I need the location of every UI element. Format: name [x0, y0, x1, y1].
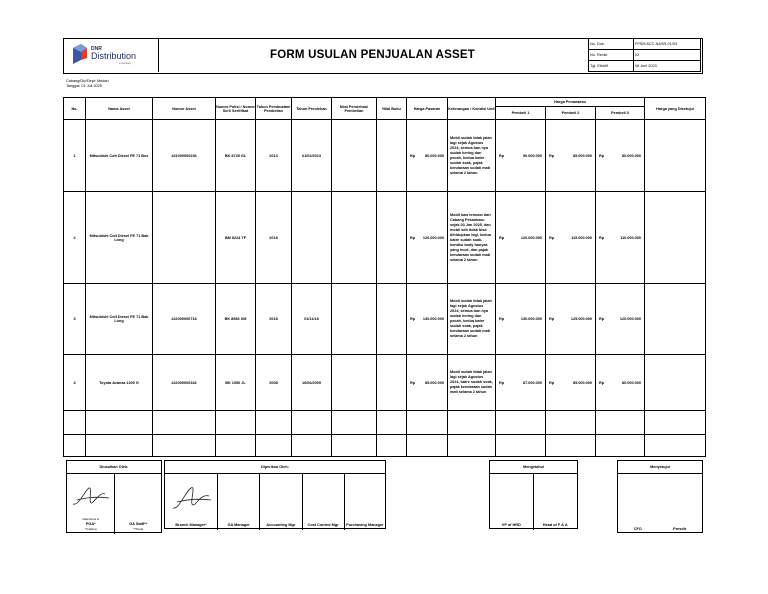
proposed-by-block	[66, 460, 162, 533]
rp-label: Rp	[410, 235, 416, 240]
branch-line: Cabang/Div/Dept: Medan	[66, 79, 109, 83]
acknowledged-block	[489, 460, 578, 529]
signature-image	[169, 484, 213, 514]
sig-branch-manager	[165, 474, 218, 530]
rp-label: Rp	[599, 235, 605, 240]
th-tahun-perolehan: Tahun Perolehan	[292, 98, 332, 120]
sig-ga-staff	[115, 474, 161, 534]
cell-polisi: BK 8986 XM	[216, 284, 256, 355]
acknowledged-title: Mengetahui	[490, 461, 577, 474]
cell-nama: Mitsubishi Colt Diesel FE 71 Bak Long	[86, 192, 153, 284]
cell-nilai-buku	[377, 120, 407, 192]
price-value: 110.000.000	[620, 235, 641, 240]
rp-label: Rp	[410, 153, 416, 158]
rp-label: Rp	[599, 380, 605, 385]
price-value: 120.000.000	[619, 317, 641, 321]
cell-tahun-oleh	[292, 192, 332, 284]
checked-by-block	[164, 460, 386, 529]
price-value: 80.000.000	[621, 153, 641, 158]
cell-polisi: BK 1050 JL	[216, 355, 256, 411]
cell-pembeli-2	[546, 284, 596, 355]
price-value: 80.000.000	[621, 380, 641, 385]
price-value: 115.000.000	[571, 235, 592, 240]
rp-label: Rp	[499, 153, 505, 158]
sig-ga-manager	[218, 474, 260, 530]
cell-nilai-buku	[377, 355, 407, 411]
signature-image	[71, 484, 111, 510]
sig-vp-hrd	[490, 474, 534, 530]
cell-no: 2	[64, 192, 86, 284]
cell-tahun-buat: 2013	[256, 120, 292, 192]
role-head-fa: Head of F & A	[542, 523, 568, 527]
table-row-empty	[64, 411, 706, 435]
th-pembeli-2: Pembeli 2	[546, 107, 596, 120]
rp-label: Rp	[499, 317, 505, 321]
cell-tahun-oleh: 16/06/2009	[292, 355, 332, 411]
proposed-by-title: Diusulkan Oleh:	[67, 461, 161, 474]
th-pembeli-1: Pembeli 1	[496, 107, 546, 120]
role-pga-note: *Cabang	[84, 527, 97, 531]
cell-nilai-buku	[377, 284, 407, 355]
cell-harga-disetujui	[645, 192, 706, 284]
logo-brand-top: DNR	[91, 46, 102, 52]
price-value: 130.000.000	[422, 317, 444, 321]
rp-label: Rp	[410, 317, 416, 321]
role-ga-staff-note: **Pusat	[133, 527, 144, 531]
cell-nomor	[153, 192, 216, 284]
cell-harga-pasaran	[407, 284, 448, 355]
role-accounting-mgr: Accounting Mgr	[266, 523, 296, 527]
cell-nilai-perolehan	[332, 120, 377, 192]
form-title: FORM USULAN PENJUALAN ASSET	[270, 49, 475, 61]
cell-pembeli-2	[546, 355, 596, 411]
cell-polisi: BK 8745 GL	[216, 120, 256, 192]
asset-table	[63, 97, 706, 457]
th-nomor-asset: Nomor Asset	[153, 98, 216, 120]
role-pga: PGA*	[85, 522, 96, 526]
th-pembeli-3: Pembeli 3	[596, 107, 645, 120]
th-harga-disetujui: Harga yang Disetujui	[645, 98, 706, 120]
cell-pembeli-1	[496, 192, 546, 284]
sig-pga	[67, 474, 115, 534]
th-nama-asset: Nama Asset	[86, 98, 153, 120]
cell-nama: Toyota Avanza 1300 G	[86, 355, 153, 411]
price-value: 130.000.000	[520, 317, 542, 321]
table-row-empty	[64, 435, 706, 457]
role-vp-hrd: VP of HRD	[501, 523, 521, 527]
th-harga-pasaran: Harga Pasaran	[407, 98, 448, 120]
cell-no: 1	[64, 120, 86, 192]
th-harga-penawaran: Harga Penawaran	[496, 98, 645, 107]
role-purchasing-manager: Purchasing Manager	[346, 523, 384, 527]
meta-value: 02	[634, 50, 701, 61]
meta-value: 06 Juni 2023	[634, 61, 701, 72]
rp-label: Rp	[599, 317, 605, 321]
cell-pembeli-1	[496, 355, 546, 411]
price-value: 120.000.000	[422, 235, 444, 240]
cell-nama: Mitsubishi Colt Diesel FE 71 Bak Long	[86, 284, 153, 355]
price-value: 85.000.000	[572, 153, 592, 158]
cell-no: 4	[64, 355, 86, 411]
cell-harga-pasaran	[407, 355, 448, 411]
meta-key: No. Revisi	[589, 50, 634, 61]
cell-harga-disetujui	[645, 284, 706, 355]
cell-keterangan: Mobil sudah tidak jalan lagi sejak Agustus 2024, batre sudah soak, pajak kendaraan sudah mati selama 2 tahun	[448, 355, 496, 411]
cell-nilai-perolehan	[332, 355, 377, 411]
th-no: No.	[64, 98, 86, 120]
approved-block	[617, 460, 703, 533]
rp-label: Rp	[599, 153, 605, 158]
document-meta	[588, 38, 701, 72]
th-nilai-perolehan: Nilai Perolehan/ Pembelian	[332, 98, 377, 120]
cell-harga-disetujui	[645, 355, 706, 411]
rp-label: Rp	[549, 235, 555, 240]
rp-label: Rp	[410, 380, 416, 385]
cell-no: 3	[64, 284, 86, 355]
cell-pembeli-1	[496, 284, 546, 355]
cell-tahun-buat: 2018	[256, 284, 292, 355]
th-tahun-pembuatan: Tahun Pembuatan/ Pembelian	[256, 98, 292, 120]
price-value: 120.000.000	[520, 235, 542, 240]
cell-pembeli-2	[546, 192, 596, 284]
proposer-name: Valentinus H	[82, 517, 100, 521]
cell-nomor: 422000000718	[153, 284, 216, 355]
cell-harga-pasaran	[407, 192, 448, 284]
rp-label: Rp	[499, 380, 505, 385]
table-row	[64, 284, 706, 355]
role-cfo: CFO	[633, 527, 642, 531]
company-logo	[63, 38, 159, 72]
rp-label: Rp	[549, 317, 555, 321]
sig-accounting-mgr	[260, 474, 302, 530]
sig-purchasing-manager	[345, 474, 385, 530]
cell-keterangan: Mobil sudah tidak jalan lagi sejak Agustus 2024, semua ban nya sudah kering dan pecah, kedua batre sudah soak, pajak kendaraan sudah mati selama 2 tahun	[448, 284, 496, 355]
role-presdir: Presdir	[673, 527, 687, 531]
cell-nomor: 422000000342	[153, 355, 216, 411]
role-branch-manager: Branch Manager*	[175, 523, 207, 527]
cell-tahun-oleh: 01/11/18	[292, 284, 332, 355]
rp-label: Rp	[549, 380, 555, 385]
approved-title: Menyetujui	[618, 461, 702, 474]
checked-by-title: Diperiksa Oleh:	[165, 461, 385, 474]
table-row	[64, 192, 706, 284]
cell-nilai-perolehan	[332, 284, 377, 355]
cell-polisi: BM 8224 TF	[216, 192, 256, 284]
cell-pembeli-3	[596, 284, 645, 355]
cell-tahun-oleh: 01/02/2013	[292, 120, 332, 192]
cell-pembeli-3	[596, 192, 645, 284]
cell-pembeli-1	[496, 120, 546, 192]
cell-pembeli-3	[596, 120, 645, 192]
cell-keterangan: Mobil kaw termasi dari Cabang Pekanbaru sejak 03 Jan 2025, dan mobil sdh tidak bisa dihidupkan lagi, kedua batre sudah soak, kondisi body banyak yang lecet, dan pajak kendaraan sudah mati selama 2 tahun	[448, 192, 496, 284]
cell-keterangan: Mobil sudah tidak jalan lagi sejak Agustus 2024, semua ban nya sudah kering dan pecah, kedua batre sudah soak, pajak kendaraan sudah mati selama 2 tahun	[448, 120, 496, 192]
cell-harga-pasaran	[407, 120, 448, 192]
cell-nama: Mitsubishi Colt Diesel FE 71 Box	[86, 120, 153, 192]
price-value: 90.000.000	[522, 153, 542, 158]
sig-approvers	[618, 474, 702, 534]
cell-nomor: 421000000236	[153, 120, 216, 192]
role-ga-manager: GA Manager	[227, 523, 250, 527]
price-value: 85.000.000	[424, 380, 444, 385]
price-value: 85.000.000	[572, 380, 592, 385]
branch-info	[66, 79, 109, 89]
table-row	[64, 355, 706, 411]
cell-nilai-buku	[377, 192, 407, 284]
table-row	[64, 120, 706, 192]
rp-label: Rp	[549, 153, 555, 158]
cell-nilai-perolehan	[332, 192, 377, 284]
role-cost-control-mgr: Cost Control Mgr	[307, 523, 339, 527]
cell-tahun-buat: 2018	[256, 192, 292, 284]
th-nilai-buku: Nilai Buku	[377, 98, 407, 120]
sig-cost-control-mgr	[303, 474, 345, 530]
role-ga-staff: GA Staff**	[129, 522, 148, 526]
price-value: 125.000.000	[570, 317, 592, 321]
th-nomor-polisi: Nomor Polisi / Nomor Seri/ Sertifikat	[216, 98, 256, 120]
rp-label: Rp	[499, 235, 505, 240]
logo-tagline: a company	[119, 62, 132, 65]
logo-brand-main: Distribution	[91, 51, 137, 61]
cell-tahun-buat: 2008	[256, 355, 292, 411]
th-keterangan: Keterangan / Kondisi Unit	[448, 98, 496, 120]
price-value: 80.000.000	[424, 153, 444, 158]
cell-pembeli-3	[596, 355, 645, 411]
meta-value: FPSM ACC-NASR-01/03	[634, 39, 701, 50]
cell-pembeli-2	[546, 120, 596, 192]
date-line: Tanggal: 01 Juli 2025	[66, 84, 102, 88]
cell-harga-disetujui	[645, 120, 706, 192]
meta-key: Tgl. Efektif	[589, 61, 634, 72]
price-value: 87.000.000	[522, 380, 542, 385]
sig-head-fa	[534, 474, 578, 530]
meta-key: No. Dok.	[589, 39, 634, 50]
